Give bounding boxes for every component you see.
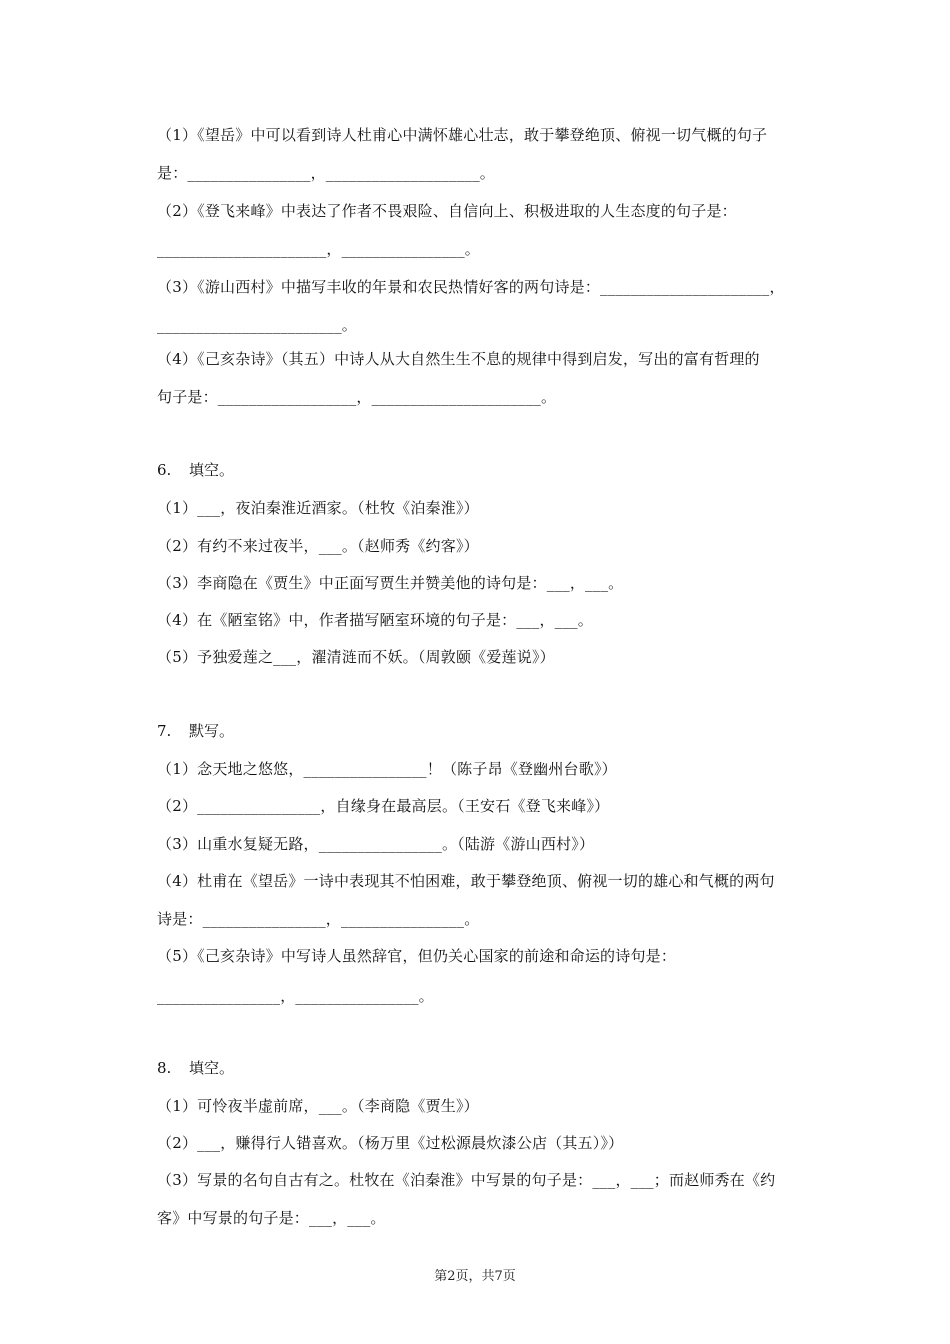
q8-item-3-line2: 客》中写景的句子是：___，___。 (157, 1209, 386, 1227)
question-title: 默写。 (189, 722, 235, 740)
q8-item-1: （1）可怜夜半虚前席，___。（李商隐《贾生》） (157, 1097, 479, 1115)
q6-item-1: （1）___，夜泊秦淮近酒家。（杜牧《泊秦淮》） (157, 499, 479, 517)
q7-item-2: （2）________________，自缘身在最高层。（王安石《登飞来峰》） (157, 797, 610, 815)
q5-4-line1: （4）《己亥杂诗》（其五）中诗人从大自然生生不息的规律中得到启发，写出的富有哲理的 (157, 350, 760, 368)
question-7-heading (157, 721, 234, 741)
q7-item-1: （1）念天地之悠悠，________________！（陈子昂《登幽州台歌》） (157, 760, 617, 778)
q6-item-3: （3）李商隐在《贾生》中正面写贾生并赞美他的诗句是：___，___。 (157, 574, 624, 592)
q7-item-4-line2: 诗是：________________，________________。 (157, 910, 480, 928)
q5-1-line1: （1）《望岳》中可以看到诗人杜甫心中满怀雄心壮志，敢于攀登绝顶、俯视一切气概的句子 (157, 126, 768, 144)
question-6-heading (157, 460, 234, 480)
q7-item-5-line2: ________________，________________。 (157, 987, 434, 1005)
q8-item-3-line1: （3）写景的名句自古有之。杜牧在《泊秦淮》中写景的句子是：___，___；而赵师秀在《约 (157, 1171, 776, 1189)
q7-item-4-line1: （4）杜甫在《望岳》一诗中表现其不怕困难，敢于攀登绝顶、俯视一切的雄心和气概的两句 (157, 872, 775, 890)
question-title: 填空。 (189, 461, 235, 479)
q5-3-line2: ________________________。 (157, 316, 358, 334)
q5-2-line2: ______________________，________________。 (157, 240, 481, 258)
q7-item-3: （3）山重水复疑无路，________________。（陆游《游山西村》） (157, 835, 595, 853)
q7-item-5-line1: （5）《己亥杂诗》中写诗人虽然辞官，但仍关心国家的前途和命运的诗句是： (157, 947, 677, 965)
q6-item-2: （2）有约不来过夜半，___。（赵师秀《约客》） (157, 537, 479, 555)
page-number: 第2页，共7页 (434, 1269, 516, 1284)
q6-item-4: （4）在《陋室铭》中，作者描写陋室环境的句子是：___，___。 (157, 611, 593, 629)
q5-3-line1: （3）《游山西村》中描写丰收的年景和农民热情好客的两句诗是：______________________， (157, 278, 785, 296)
question-title: 填空。 (189, 1059, 235, 1077)
question-number: 8. (157, 1059, 172, 1077)
q5-2-line1: （2）《登飞来峰》中表达了作者不畏艰险、自信向上、积极进取的人生态度的句子是： (157, 202, 737, 220)
question-number: 6. (157, 461, 172, 479)
q5-4-line2: 句子是：__________________，______________________。 (157, 388, 557, 406)
question-number: 7. (157, 722, 172, 740)
q6-item-5: （5）予独爱莲之___，濯清涟而不妖。（周敦颐《爱莲说》） (157, 648, 555, 666)
question-8-heading (157, 1058, 234, 1078)
q8-item-2: （2）___，赚得行人错喜欢。（杨万里《过松源晨炊漆公店（其五）》） (157, 1134, 624, 1152)
q5-1-line2: 是：________________，____________________。 (157, 164, 496, 182)
